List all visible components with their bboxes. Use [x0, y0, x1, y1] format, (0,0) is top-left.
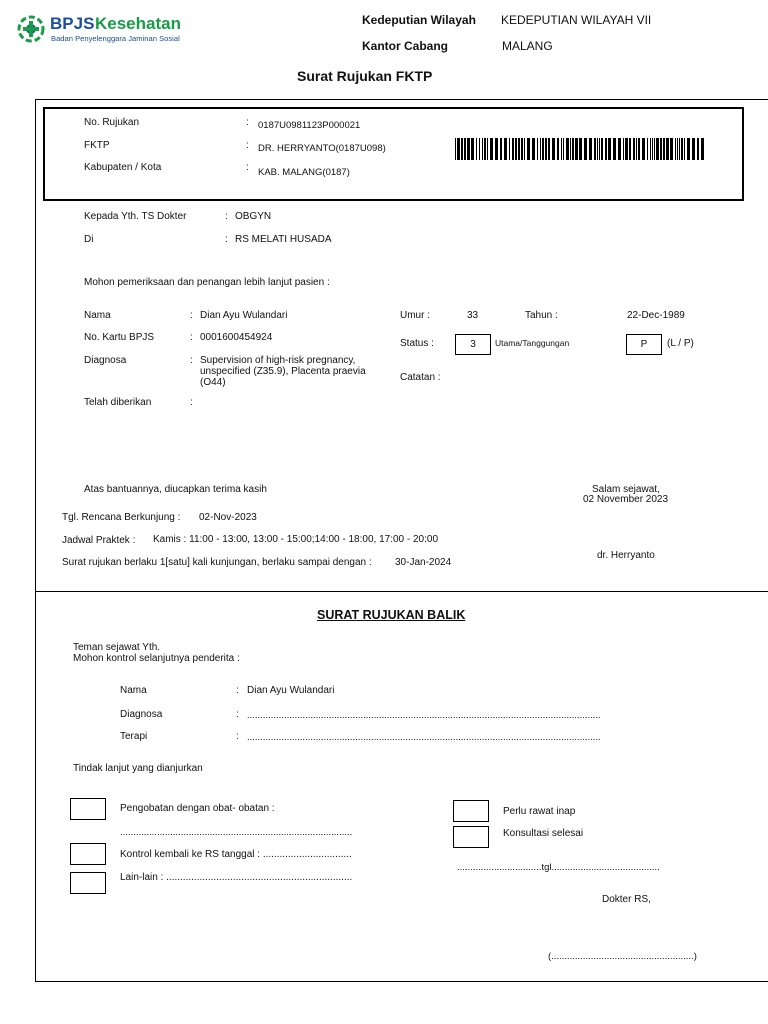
teman-text: Teman sejawat Yth.: [73, 642, 161, 653]
tindak-text: Tindak lanjut yang dianjurkan: [73, 763, 203, 774]
kedeputian-value: KEDEPUTIAN WILAYAH VII: [501, 13, 652, 27]
diberikan-label: Telah diberikan: [84, 397, 152, 408]
mohon-kontrol-text: Mohon kontrol selanjutnya penderita :: [73, 653, 240, 664]
nama-value: Dian Ayu Wulandari: [200, 310, 288, 321]
jadwal-label: Jadwal Praktek :: [62, 535, 136, 546]
status-desc: Utama/Tanggungan: [495, 338, 570, 348]
fktp-label: FKTP: [84, 140, 110, 151]
lain-label: Lain-lain : ...................................................................: [120, 872, 353, 883]
gender-desc: (L / P): [667, 338, 694, 349]
berlaku-text: Surat rujukan berlaku 1[satu] kali kunjungan, berlaku sampai dengan :: [62, 557, 372, 568]
kepada-value: OBGYN: [235, 211, 272, 222]
kepada-label: Kepada Yth. TS Dokter: [84, 211, 187, 222]
balik-nama-label: Nama: [120, 685, 147, 696]
kantor-label: Kantor Cabang: [362, 39, 449, 53]
umur-label: Umur :: [400, 310, 430, 321]
di-value: RS MELATI HUSADA: [235, 234, 332, 245]
diagnosa-dots: ......................................................................................................................................: [247, 710, 601, 721]
colon: :: [236, 731, 239, 742]
svg-text:BPJS: BPJS: [50, 14, 95, 33]
svg-text:Badan Penyelenggara Jaminan So: Badan Penyelenggara Jaminan Sosial: [51, 34, 180, 43]
page-title: Surat Rujukan FKTP: [297, 68, 433, 84]
colon: :: [246, 140, 249, 151]
rencana-value: 02-Nov-2023: [199, 512, 257, 523]
terapi-dots: ......................................................................................................................................: [247, 732, 601, 743]
obat-dots: ........................................................................................: [120, 827, 353, 838]
colon: :: [236, 709, 239, 720]
balik-diagnosa-label: Diagnosa: [120, 709, 163, 720]
colon: :: [246, 117, 249, 128]
terapi-label: Terapi: [120, 731, 148, 742]
no-rujukan-label: No. Rujukan: [84, 117, 140, 128]
dokter-rs-label: Dokter RS,: [602, 894, 651, 905]
rawat-inap-label: Perlu rawat inap: [503, 806, 576, 817]
section-divider: [35, 591, 768, 592]
kartu-label: No. Kartu BPJS: [84, 332, 155, 343]
svg-text:Kesehatan: Kesehatan: [95, 14, 181, 33]
colon: :: [225, 234, 228, 245]
dokter-name: dr. Herryanto: [597, 550, 655, 561]
obat-checkbox[interactable]: [70, 798, 106, 820]
nama-label: Nama: [84, 310, 111, 321]
tahun-label: Tahun :: [525, 310, 558, 321]
kabupaten-label: Kabupaten / Kota: [84, 162, 162, 173]
konsultasi-label: Konsultasi selesai: [503, 828, 584, 839]
diagnosa-line-3: (O44): [200, 377, 226, 388]
balik-nama-value: Dian Ayu Wulandari: [247, 685, 335, 696]
obat-label: Pengobatan dengan obat- obatan :: [120, 803, 275, 814]
status-label: Status :: [400, 338, 434, 349]
kartu-value: 0001600454924: [200, 332, 273, 343]
colon: :: [190, 332, 193, 343]
kedeputian-label: Kedeputian Wilayah: [362, 13, 476, 27]
bpjs-logo: [16, 12, 206, 46]
colon: :: [190, 310, 193, 321]
colon: :: [225, 211, 228, 222]
kantor-value: MALANG: [502, 39, 553, 53]
rawat-inap-checkbox[interactable]: [453, 800, 489, 822]
fktp-value: DR. HERRYANTO(0187U098): [258, 143, 386, 154]
rencana-label: Tgl. Rencana Berkunjung :: [62, 512, 181, 523]
thanks-text: Atas bantuannya, diucapkan terima kasih: [84, 484, 267, 495]
status-box: 3: [455, 334, 491, 355]
di-label: Di: [84, 234, 94, 245]
umur-value: 33: [467, 310, 479, 321]
kontrol-checkbox[interactable]: [70, 843, 106, 865]
gender-box: P: [626, 334, 662, 355]
jadwal-value: Kamis : 11:00 - 13:00, 13:00 - 15:00;14:00 - 18:00, 17:00 - 20:00: [153, 534, 439, 545]
colon: :: [236, 685, 239, 696]
diagnosa-label: Diagnosa: [84, 355, 127, 366]
kabupaten-value: KAB. MALANG(0187): [258, 167, 350, 178]
tanggal-surat: 02 November 2023: [583, 494, 669, 505]
tahun-value: 22-Dec-1989: [627, 310, 685, 321]
kontrol-label: Kontrol kembali ke RS tanggal : ................................: [120, 849, 352, 860]
catatan-label: Catatan :: [400, 372, 441, 383]
colon: :: [246, 162, 249, 173]
no-rujukan-value: 0187U0981123P000021: [258, 120, 361, 131]
tgl-line: ................................tgl.........................................: [457, 862, 660, 873]
balik-title: SURAT RUJUKAN BALIK: [317, 608, 466, 622]
salam-text: Salam sejawat,: [592, 484, 660, 495]
mohon-text: Mohon pemeriksaan dan penangan lebih lanjut pasien :: [84, 277, 330, 288]
colon: :: [190, 355, 193, 366]
diagnosa-line-1: Supervision of high-risk pregnancy,: [200, 355, 356, 366]
barcode: [455, 138, 705, 160]
lain-checkbox[interactable]: [70, 872, 106, 894]
berlaku-value: 30-Jan-2024: [395, 557, 452, 568]
konsultasi-checkbox[interactable]: [453, 826, 489, 848]
colon: :: [190, 397, 193, 408]
diagnosa-line-2: unspecified (Z35.9), Placenta praevia: [200, 366, 366, 377]
signature-line: (......................................................): [548, 951, 697, 962]
